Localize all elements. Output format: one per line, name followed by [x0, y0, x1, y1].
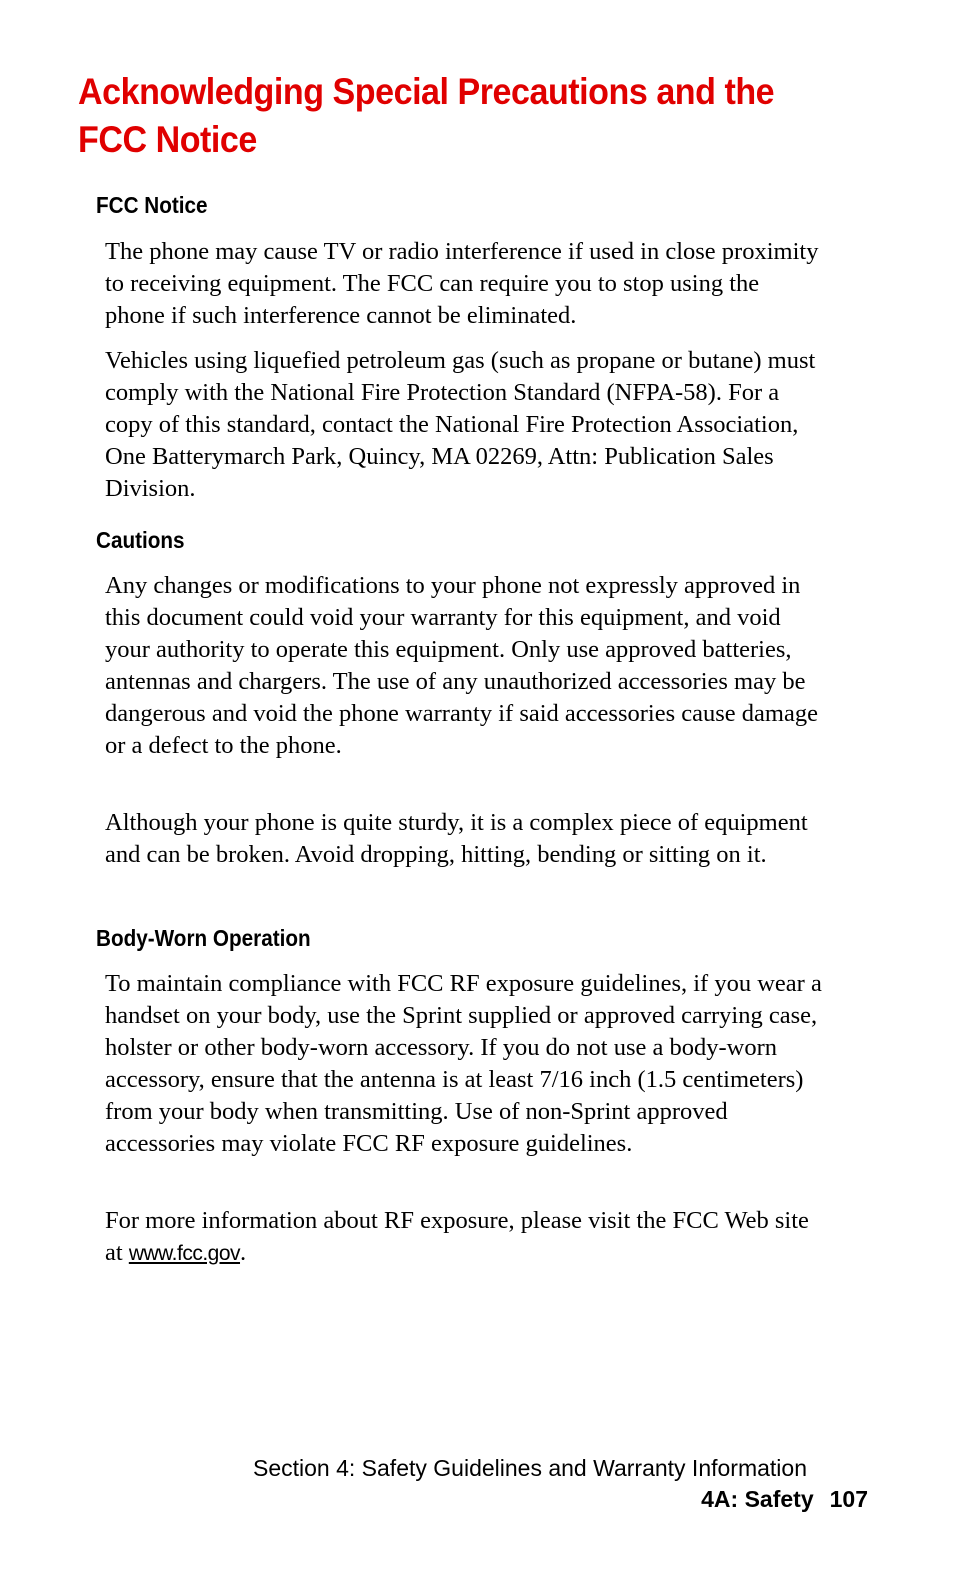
page-title-line-2: FCC Notice: [78, 119, 257, 160]
cautions-heading: Cautions: [96, 527, 185, 553]
body-worn-paragraph-2-text: For more information about RF exposure, please visit the FCC Web site at: [105, 1207, 809, 1266]
footer-chapter-label: 4A: Safety: [701, 1486, 814, 1512]
cautions-paragraph-1: Any changes or modifications to your phone not expressly approved in this document could void your warranty for this equipment, and void your authority to operate this equipment. Only use approved batteries, antennas and chargers. The use of any unauthorized accessories may be dangerous and void the phone warranty if said accessories cause damage or a defect to the phone.: [105, 572, 818, 759]
page-title: [78, 68, 805, 164]
fcc-notice-paragraph-2: Vehicles using liquefied petroleum gas (such as propane or butane) must comply with the National Fire Protection Standard (NFPA-58). For a copy of this standard, contact the National Fire Protection Association, One Batterymarch Park, Quincy, MA 02269, Attn: Publication Sales Division.: [105, 347, 816, 502]
fcc-website-link[interactable]: www.fcc.gov: [128, 1242, 241, 1265]
footer-chapter: [701, 1485, 868, 1513]
footer-section-title: Section 4: Safety Guidelines and Warranty Information: [253, 1455, 807, 1481]
page-number: 107: [829, 1486, 868, 1512]
body-worn-paragraph-1: To maintain compliance with FCC RF exposure guidelines, if you wear a handset on your body, use the Sprint supplied or approved carrying case, holster or other body-worn accessory. If you do not use a body-worn accessory, ensure that the antenna is at least 7/16 inch (1.5 centimeters) from your body when transmitting. Use of non-Sprint approved accessories may violate FCC RF exposure guidelines.: [105, 970, 822, 1157]
body-worn-heading: Body-Worn Operation: [96, 925, 311, 951]
body-worn-paragraph-2: [105, 1205, 825, 1270]
page-title-line-1: Acknowledging Special Precautions and the: [78, 71, 775, 112]
cautions-paragraph-2: Although your phone is quite sturdy, it is a complex piece of equipment and can be broken. Avoid dropping, hitting, bending or sitting on it.: [105, 809, 808, 868]
fcc-notice-heading: FCC Notice: [96, 192, 208, 218]
body-worn-paragraph-2-end: .: [240, 1239, 247, 1266]
fcc-notice-paragraph-1: The phone may cause TV or radio interference if used in close proximity to receiving equipment. The FCC can require you to stop using the phone if such interference cannot be eliminated.: [105, 238, 819, 329]
